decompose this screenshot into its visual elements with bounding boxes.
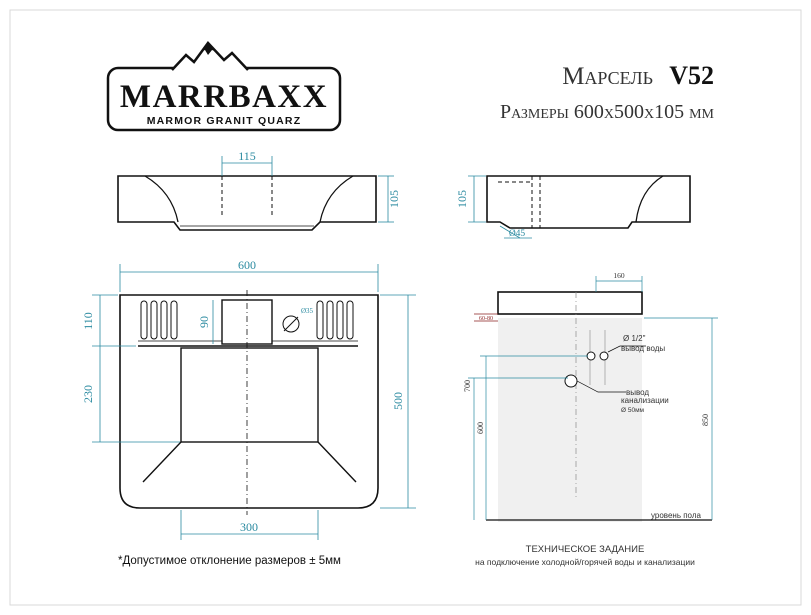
dim-500: 500 — [391, 392, 405, 410]
dim-105-side: 105 — [455, 190, 469, 208]
brand-tagline: MARMOR GRANIT QUARZ — [146, 115, 302, 127]
water-text: вывод воды — [621, 344, 666, 353]
install-basin — [498, 292, 642, 314]
side-view — [487, 176, 690, 228]
plan-view — [120, 290, 378, 515]
dim-230: 230 — [81, 385, 95, 403]
side-body — [487, 176, 690, 228]
dim-115: 115 — [238, 149, 256, 163]
dim-110: 110 — [81, 312, 95, 330]
front-view — [118, 176, 376, 230]
spec-title: ТЕХНИЧЕСКОЕ ЗАДАНИЕ — [525, 544, 645, 555]
drain-label-2: канализации — [621, 396, 669, 405]
drain-outlet — [565, 375, 577, 387]
dim-700: 700 — [463, 380, 472, 392]
dim-105-front: 105 — [387, 190, 401, 208]
water-inlet-cold — [587, 352, 595, 360]
svg-text:Марсель V52 — [562, 61, 714, 90]
dim-600: 600 — [238, 258, 256, 272]
dim-300: 300 — [240, 520, 258, 534]
dim-160: 160 — [613, 271, 625, 280]
dim-600-install: 600 — [476, 422, 485, 434]
dim-hole-45: Ø45 — [508, 229, 526, 239]
dim-hole-35: Ø35 — [301, 307, 314, 315]
tolerance-footnote: *Допустимое отклонение размеров ± 5мм — [118, 555, 341, 567]
brand-logo — [108, 43, 340, 130]
drain-label-1: вывод — [626, 388, 650, 397]
product-model: V52 — [669, 61, 714, 90]
water-label: Ø 1/2" — [623, 334, 646, 343]
spec-subtitle: на подключение холодной/горячей воды и канализации — [475, 557, 695, 567]
dim-850: 850 — [701, 414, 710, 426]
drain-label-3: Ø 50мм — [621, 407, 645, 414]
floor-label: уровень пола — [651, 511, 701, 520]
dim-90: 90 — [197, 316, 211, 328]
water-inlet-hot — [600, 352, 608, 360]
product-sizes: Размеры 600x500x105 мм — [499, 101, 714, 123]
brand-name: MARRBAXX — [119, 79, 329, 115]
installation-view — [486, 292, 712, 522]
dim-overhang: 60-80 — [479, 316, 493, 322]
product-title: Марсель — [562, 63, 653, 90]
product-header — [500, 61, 715, 123]
